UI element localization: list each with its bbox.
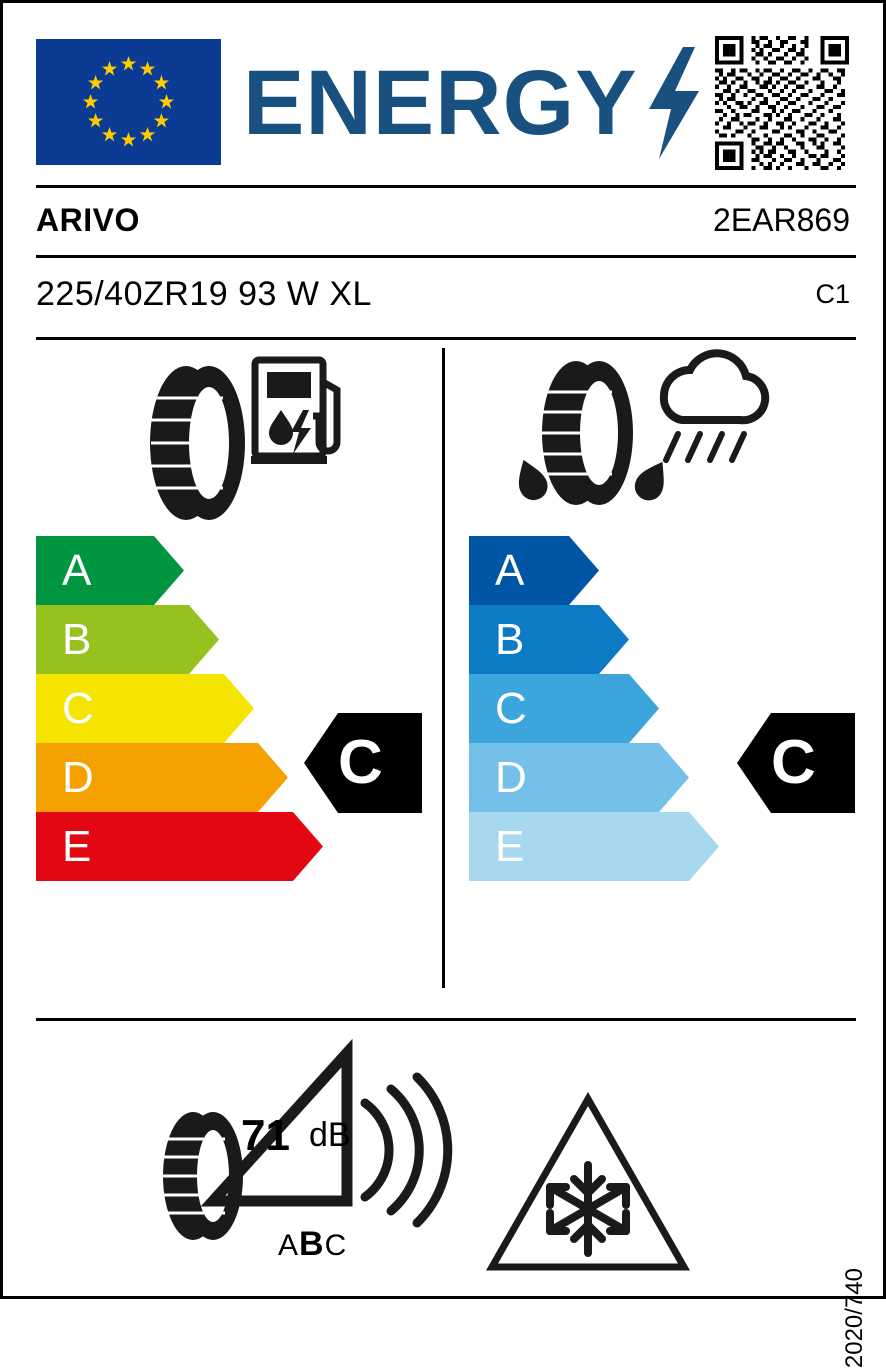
fuel-result-letter: C <box>338 728 383 797</box>
grade-arrow <box>469 536 599 605</box>
grade-letter: D <box>495 753 527 802</box>
divider-bottom <box>36 1018 856 1021</box>
model-code: 2EAR869 <box>713 202 850 238</box>
wet-result-arrow <box>737 713 855 813</box>
divider-size <box>36 337 856 340</box>
noise-unit: dB <box>309 1116 351 1154</box>
three-peak-mountain-snowflake-icon <box>488 1093 688 1273</box>
tyre-rain-cloud-icon <box>514 348 764 523</box>
grade-letter: E <box>495 822 525 871</box>
divider-brand <box>36 255 856 258</box>
qr-code-icon <box>715 36 849 170</box>
tyre-class: C1 <box>815 279 850 309</box>
divider-vertical <box>442 348 445 988</box>
grade-arrow <box>36 536 184 605</box>
noise-class-scale <box>278 1225 347 1264</box>
brand-name: ARIVO <box>36 202 140 238</box>
grade-arrow <box>469 605 629 674</box>
grade-letter: B <box>495 615 525 664</box>
noise-value: 71 <box>241 1111 290 1160</box>
fuel-efficiency-panel <box>36 348 436 988</box>
grade-letter: C <box>495 684 527 733</box>
page-title: ENERGY <box>243 52 638 154</box>
grade-letter: B <box>62 615 92 664</box>
grade-letter: C <box>62 684 94 733</box>
noise-class-c: C <box>324 1229 348 1262</box>
eu-flag-stars <box>36 39 221 165</box>
noise-class-b: B <box>299 1225 325 1263</box>
grade-letter: A <box>495 546 525 595</box>
divider-top <box>36 185 856 188</box>
grade-letter: E <box>62 822 92 871</box>
noise-class-a: A <box>278 1229 300 1262</box>
eu-flag-icon <box>36 39 221 165</box>
fuel-result-arrow <box>304 713 422 813</box>
wet-result-letter: C <box>771 728 816 797</box>
tyre-size: 225/40ZR19 93 W XL <box>36 275 372 313</box>
energy-bolt-icon <box>643 47 705 159</box>
grade-letter: A <box>62 546 92 595</box>
grade-letter: D <box>62 753 94 802</box>
regulation-reference: 2020/740 <box>841 1268 868 1368</box>
tyre-fuel-pump-icon <box>131 348 341 523</box>
wet-grip-panel <box>469 348 859 988</box>
